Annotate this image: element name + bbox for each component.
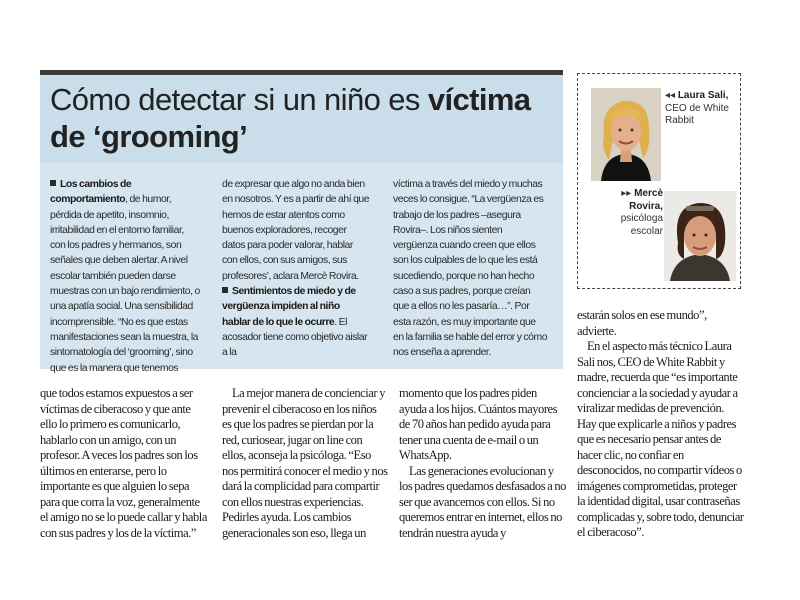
bullet-square-icon <box>50 180 56 186</box>
profile-caption-2 <box>589 188 663 238</box>
profile-role-1: CEO de White Rabbit <box>665 102 729 126</box>
sidebar-text-3: víctima a través del miedo y muchas veces lo consigue. “La vergüenza es trabajo de los padres –asegura Rovira–. Los niños sienten vergüenza cuando creen que ellos son los culpables de lo que les está sucediendo, porque no han hecho caso a sus padres, porque creían que a ellos no les pasaría…”. Por esta razón, es muy importante que en la familia se hable del error y cómo nos enseña a aprender. <box>393 179 548 359</box>
portrait-merce-rovira-image <box>664 191 736 281</box>
profile-name-1: Laura Sali, <box>677 90 729 101</box>
headline <box>50 81 550 155</box>
body-paragraph: estarán solos en ese mundo”, advierte. <box>577 308 707 338</box>
sidebar-text-2a: de expresar que algo no anda bien en nosotros. Y es a partir de ahí que hemos de estar atentos como buenos exploradores, recoger datos para poder valorar, hablar con ellos, con sus amigos, sus profesores’, aclara Mercè Rovira. <box>222 179 370 282</box>
sidebar-text-1: , de humor, pérdida de apetito, insomnio, irritabilidad en el entorno familiar, con los padres y hermanos, son señales que deben alertar. A nivel escolar también pueden darse muestras con un bajo rendimiento, o una apatía social. Una sensibilidad incomprensible. “No es que estas manifestaciones sean la muestra, la sintomatología del ‘grooming’, sino que es la manera que tenemos <box>50 194 200 374</box>
headline-part1: Cómo detectar si un niño es <box>50 82 428 117</box>
sidebar-column-1 <box>50 177 200 376</box>
sidebar-column-2 <box>222 177 370 361</box>
headline-line2: de ‘grooming’ <box>50 119 248 154</box>
body-paragraph: En el aspecto más técnico Laura Sali nos, CEO de White Rabbit y madre, recuerda que “es importante concienciar a la sociedad y ayudar a viralizar medidas de prevención. Hay que explicarle a niños y padres que es necesario pensar antes de hacer clic, no confiar en desconocidos, no compartir vídeos o imágenes comprometidas, proteger la identidad digital, usar contraseñas complicadas y, sobre todo, denunciar el ciberacoso”. <box>577 339 744 539</box>
body-paragraph: que todos estamos expuestos a ser víctimas de ciberacoso y que ante ello lo primero es comunicarlo, hablarlo con un amigo, con un profesor. A veces los padres son los últimos en enterarse, pero lo importante es que alguien lo sepa para que corra la voz, generalmente el amigo no se lo puede callar y habla con sus padres y los de la víctima.” <box>40 386 207 540</box>
sidebar-lead-1: Los cambios de comportamiento <box>50 179 132 206</box>
portrait-merce-rovira <box>664 191 736 281</box>
left-arrows-icon: ◂◂ <box>665 90 676 101</box>
profile-name-2: Mercè Rovira, <box>629 188 663 212</box>
body-column-4 <box>577 308 745 541</box>
profile-caption-1 <box>665 90 743 128</box>
sidebar-column-3 <box>393 177 548 361</box>
portrait-laura-sali <box>591 88 661 181</box>
profile-role-2: psicóloga escolar <box>620 213 663 237</box>
body-paragraph: La mejor manera de concienciar y prevenir el ciberacoso en los niños es que los padres se pierdan por la red, curiosear, jugar on line con ellos, aconseja la psicóloga. “Eso nos permitirá conocer el medio y nos dará la complicidad para compartir con ellos nuestras experiencias. Pedirles ayuda. Los cambios generacionales son eso, llega un <box>222 386 388 540</box>
body-paragraph: Las generaciones evolucionan y los padres quedamos desfasados a no ser que avancemos con ellos. Si no queremos entrar en internet, ellos no tendrán nuestra ayuda y <box>399 463 566 540</box>
bullet-square-icon <box>222 287 228 293</box>
portrait-laura-sali-image <box>591 88 661 181</box>
sidebar-lead-2: Sentimientos de miedo y de vergüenza impiden al niño hablar de lo que le ocurre <box>222 286 356 328</box>
headline-emphasis: víctima <box>427 82 531 117</box>
body-column-1 <box>40 386 207 541</box>
body-column-2 <box>222 386 388 541</box>
right-arrows-icon: ▸▸ <box>621 188 632 199</box>
body-paragraph: momento que los padres piden ayuda a los hijos. Cuántos mayores de 70 años han pedido ayuda para tener una cuenta de e-mail o un WhatsApp. <box>399 386 558 462</box>
body-column-3 <box>399 386 566 541</box>
sidebar-text-2b: . El acosador tiene como objetivo aislar a la <box>222 316 368 359</box>
